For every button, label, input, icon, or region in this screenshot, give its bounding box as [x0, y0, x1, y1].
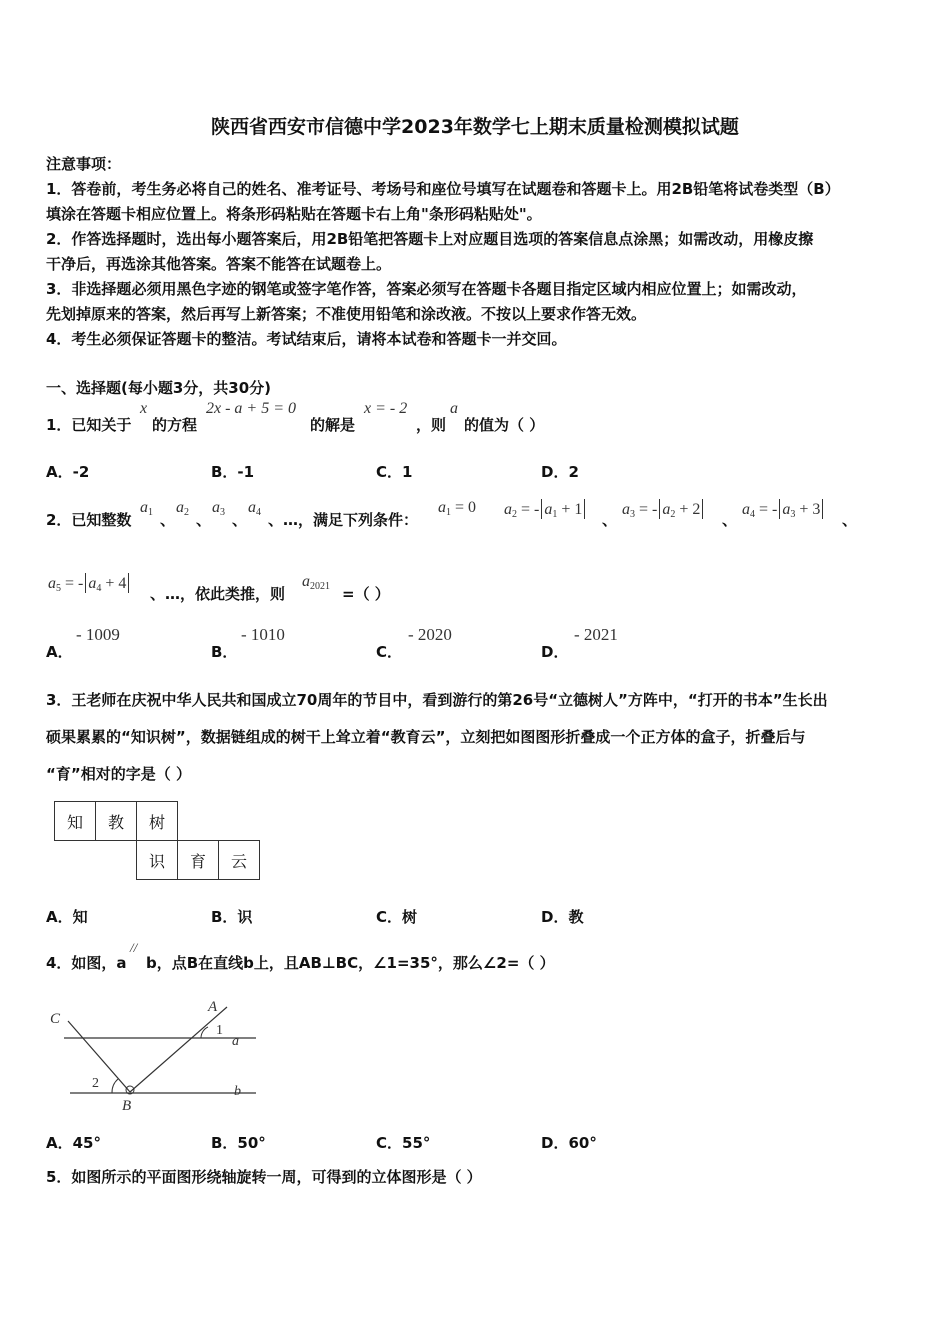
label-2: 2: [92, 1076, 99, 1091]
cube-net: [54, 801, 260, 880]
label-b-point: B: [122, 1098, 132, 1114]
net-cell: 教: [96, 802, 137, 841]
q1-text: ，则: [416, 416, 447, 434]
q1-text: 1．已知关于: [46, 416, 132, 434]
q4-option-c[interactable]: C．55°: [376, 1134, 431, 1152]
q4-figure: [40, 995, 260, 1115]
angle-2-arc: [112, 1079, 118, 1093]
net-cell: 识: [137, 841, 178, 880]
notice-line: 干净后，再选涂其他答案。答案不能答在试题卷上。: [46, 255, 392, 273]
net-cell: 育: [178, 841, 219, 880]
q2-cond-1: $a_1 = 0$: [438, 499, 477, 518]
question-1: [46, 400, 926, 436]
q2-cond-2: $a_2$ = - $a_1 + 1$: [504, 499, 587, 520]
q1-text: 的方程: [152, 416, 198, 434]
net-cell: 树: [137, 802, 178, 841]
q3-text: 硕果累累的“知识树”，数据链组成的树干上耸立着“教育云”，立刻把如图图形折叠成一个正方体的盒子，折叠后与: [46, 728, 806, 746]
q2-seq-term: $a_1$: [140, 499, 153, 518]
q1-option-a[interactable]: A．-2: [46, 463, 90, 481]
q2-sep: 、: [842, 511, 858, 529]
line-bc: [68, 1021, 130, 1092]
q2-option-c[interactable]: C．: [376, 643, 403, 661]
label-line-a: a: [232, 1034, 239, 1049]
q3-option-b[interactable]: B．识: [211, 908, 253, 926]
q1-var-a: a: [450, 400, 458, 417]
q4-option-d[interactable]: D．60°: [541, 1134, 597, 1152]
q2-cond-4: $a_4$ = - $a_3 + 3$: [742, 499, 825, 520]
section-heading: 一、选择题(每小题3分，共30分): [46, 379, 272, 397]
q1-option-d[interactable]: D．2: [541, 463, 579, 481]
q1-var-x: x: [140, 400, 148, 417]
notice-line: 2．作答选择题时，选出每小题答案后，用2B铅笔把答题卡上对应题目选项的答案信息点涂黑；如需改动，用橡皮擦: [46, 230, 814, 248]
q4-text: b，点B在直线b上，且AB⊥BC，∠1=35°，那么∠2=（ ）: [146, 954, 555, 972]
q2-target: $a_{2021}$: [302, 573, 330, 592]
question-2-line2: [46, 571, 546, 605]
label-c: C: [50, 1011, 61, 1027]
q2-sep: 、: [232, 511, 248, 529]
q2-option-b-value: - 1010: [241, 625, 285, 644]
q4-parallel: //: [130, 940, 138, 955]
q2-sep: 、: [602, 511, 618, 529]
q5-text: 5．如图所示的平面图形绕轴旋转一周，可得到的立体图形是（ ）: [46, 1168, 482, 1186]
line-ba: [130, 1007, 227, 1092]
q4-option-b[interactable]: B．50°: [211, 1134, 266, 1152]
q2-option-c-value: - 2020: [408, 625, 452, 644]
net-cell: 云: [219, 841, 260, 880]
q3-option-d[interactable]: D．教: [541, 908, 584, 926]
q2-seq-term: $a_4$: [248, 499, 261, 518]
q2-option-a[interactable]: A．: [46, 643, 73, 661]
question-2: [46, 497, 926, 531]
q2-text: 、…，满足下列条件：: [268, 511, 419, 529]
q3-text: “育”相对的字是（ ）: [46, 765, 191, 783]
q1-equation: 2x - a + 5 = 0: [206, 400, 297, 417]
label-line-b: b: [234, 1084, 241, 1099]
notice-line: 先划掉原来的答案，然后再写上新答案；不准使用铅笔和涂改液。不按以上要求作答无效。: [46, 305, 647, 323]
q2-seq-term: $a_3$: [212, 499, 225, 518]
page-title: 陕西省西安市信德中学2023年数学七上期末质量检测模拟试题: [211, 116, 739, 138]
label-1: 1: [216, 1023, 223, 1038]
q4-text: 4．如图，a: [46, 954, 127, 972]
net-cell: 知: [55, 802, 96, 841]
q2-option-b[interactable]: B．: [211, 643, 238, 661]
notice-line: 3．非选择题必须用黑色字迹的钢笔或签字笔作答，答案必须写在答题卡各题目指定区域内相应位置上；如需改动，: [46, 280, 807, 298]
notice-line: 1．答卷前，考生务必将自己的姓名、准考证号、考场号和座位号填写在试题卷和答题卡上。用2B铅笔将试卷类型（B）: [46, 180, 840, 198]
q2-option-d-value: - 2021: [574, 625, 618, 644]
q2-text: 2．已知整数: [46, 511, 132, 529]
q1-option-b[interactable]: B．-1: [211, 463, 255, 481]
q1-text: 的值为（ ）: [464, 416, 545, 434]
q4-option-a[interactable]: A．45°: [46, 1134, 101, 1152]
notice-heading: 注意事项：: [46, 155, 122, 173]
q3-option-c[interactable]: C．树: [376, 908, 418, 926]
q2-sep: 、: [196, 511, 212, 529]
label-a-point: A: [208, 999, 218, 1015]
q2-text: =（ ）: [342, 585, 390, 603]
q2-cond-3: $a_3$ = - $a_2 + 2$: [622, 499, 705, 520]
q2-text: 、…，依此类推，则: [150, 585, 286, 603]
q2-options: [46, 625, 926, 661]
q1-option-c[interactable]: C．1: [376, 463, 413, 481]
q2-seq-term: $a_2$: [176, 499, 189, 518]
q2-sep: 、: [722, 511, 738, 529]
q2-option-d[interactable]: D．: [541, 643, 569, 661]
q2-sep: 、: [160, 511, 176, 529]
q3-option-a[interactable]: A．知: [46, 908, 88, 926]
notice-line: 填涂在答题卡相应位置上。将条形码粘贴在答题卡右上角"条形码粘贴处"。: [46, 205, 542, 223]
q2-cond-5: $a_5$ = - $a_4 + 4$: [48, 573, 131, 594]
q1-solution: x = - 2: [364, 400, 408, 417]
question-4: [46, 940, 746, 972]
notice-line: 4．考生必须保证答题卡的整洁。考试结束后，请将本试卷和答题卡一并交回。: [46, 330, 567, 348]
q2-option-a-value: - 1009: [76, 625, 120, 644]
q3-text: 3．王老师在庆祝中华人民共和国成立70周年的节目中，看到游行的第26号“立德树人”方阵中，“打开的书本”生长出: [46, 691, 828, 709]
q1-text: 的解是: [310, 416, 356, 434]
